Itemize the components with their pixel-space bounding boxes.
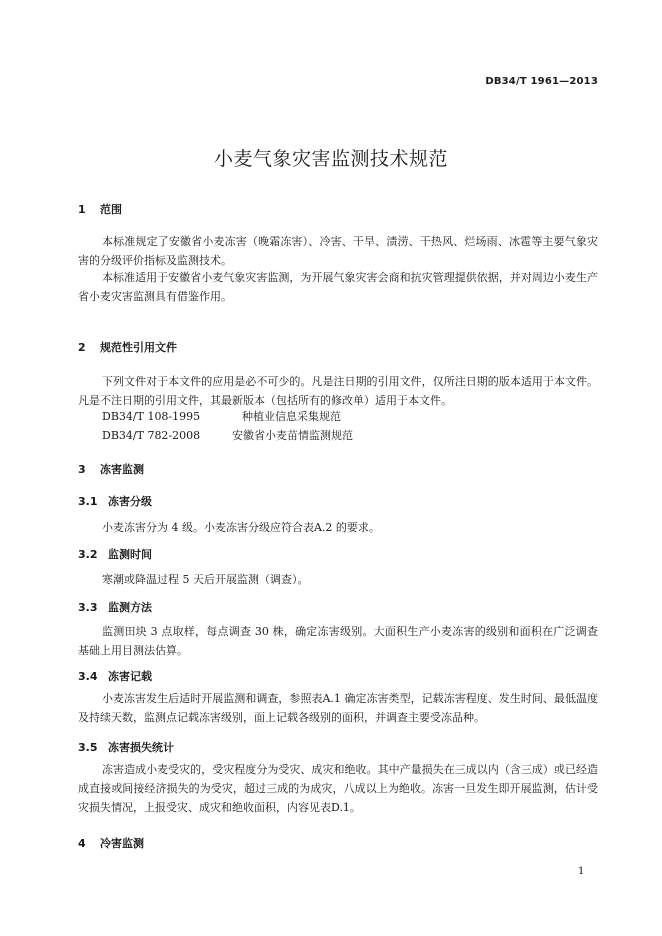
section-number: 3.3 [78, 601, 98, 614]
section-3-heading [78, 461, 144, 477]
section-4-heading [78, 835, 144, 851]
section-title: 冷害监测 [100, 837, 144, 850]
section-title: 监测方法 [108, 601, 152, 614]
page-number: 1 [578, 866, 585, 877]
section-title: 范围 [100, 203, 122, 216]
section-number: 3.5 [78, 741, 98, 754]
section-1-paragraph-2: 本标准适用于安徽省小麦气象灾害监测，为开展气象灾害会商和抗灾管理提供依据，并对周边小麦生产省小麦灾害监测具有借鉴作用。 [78, 271, 598, 303]
section-3-5-heading [78, 739, 174, 755]
section-3-5-text: 冻害造成小麦受灾的，受灾程度分为受灾、成灾和绝收。其中产量损失在三成以内（含三成）或已经造成直接或间接经济损失的为受灾，超过三成的为成灾，八成以上为绝收。冻害一旦发生即开展监测，估计受灾损失情况，上报受灾、成灾和绝收面积，内容见表D.1。 [78, 763, 598, 814]
standard-code: DB34/T 1961—2013 [485, 76, 598, 87]
section-title: 冻害记载 [108, 670, 152, 683]
document-title: 小麦气象灾害监测技术规范 [213, 148, 448, 170]
section-title: 冻害分级 [108, 495, 152, 508]
section-3-1-text: 小麦冻害分为 4 级。小麦冻害分级应符合表A.2 的要求。 [102, 521, 380, 534]
section-1-heading [78, 201, 122, 217]
section-number: 3 [78, 463, 86, 476]
section-number: 2 [78, 341, 86, 354]
section-3-4-heading [78, 668, 152, 684]
section-3-2-text: 寒潮或降温过程 5 天后开展监测（调查）。 [102, 573, 309, 586]
section-number: 3.1 [78, 495, 98, 508]
section-number: 4 [78, 837, 86, 850]
section-title: 冻害损失统计 [108, 741, 174, 754]
section-1-paragraph-1: 本标准规定了安徽省小麦冻害（晚霜冻害）、冷害、干旱、渍涝、干热风、烂场雨、冰雹等主要气象灾害的分级评价指标及监测技术。 [78, 235, 598, 267]
section-title: 监测时间 [108, 548, 152, 561]
section-2-heading [78, 339, 177, 355]
section-3-4-text: 小麦冻害发生后适时开展监测和调查，参照表A.1 确定冻害类型，记载冻害程度、发生时间、最低温度及持续天数，监测点记载冻害级别，面上记载各级别的面积，并调查主要受冻品种。 [78, 692, 598, 724]
section-title: 冻害监测 [100, 463, 144, 476]
section-number: 1 [78, 203, 86, 216]
section-number: 3.4 [78, 670, 98, 683]
reference-item [102, 427, 353, 443]
reference-code: DB34/T 108-1995 [102, 410, 201, 423]
reference-name: 安徽省小麦苗情监测规范 [232, 429, 353, 442]
section-3-1-heading [78, 493, 152, 509]
section-3-3-heading [78, 599, 152, 615]
section-title: 规范性引用文件 [100, 341, 177, 354]
reference-name: 种植业信息采集规范 [242, 410, 341, 423]
section-number: 3.2 [78, 548, 98, 561]
reference-item [102, 408, 341, 424]
section-3-2-heading [78, 546, 152, 562]
reference-code: DB34/T 782-2008 [102, 429, 201, 442]
section-3-3-text: 监测田块 3 点取样，每点调查 30 株，确定冻害级别。大面积生产小麦冻害的级别和面积在广泛调查基础上用目测法估算。 [78, 625, 598, 657]
section-2-paragraph-1: 下列文件对于本文件的应用是必不可少的。凡是注日期的引用文件，仅所注日期的版本适用于本文件。凡是不注日期的引用文件，其最新版本（包括所有的修改单）适用于本文件。 [78, 375, 598, 407]
